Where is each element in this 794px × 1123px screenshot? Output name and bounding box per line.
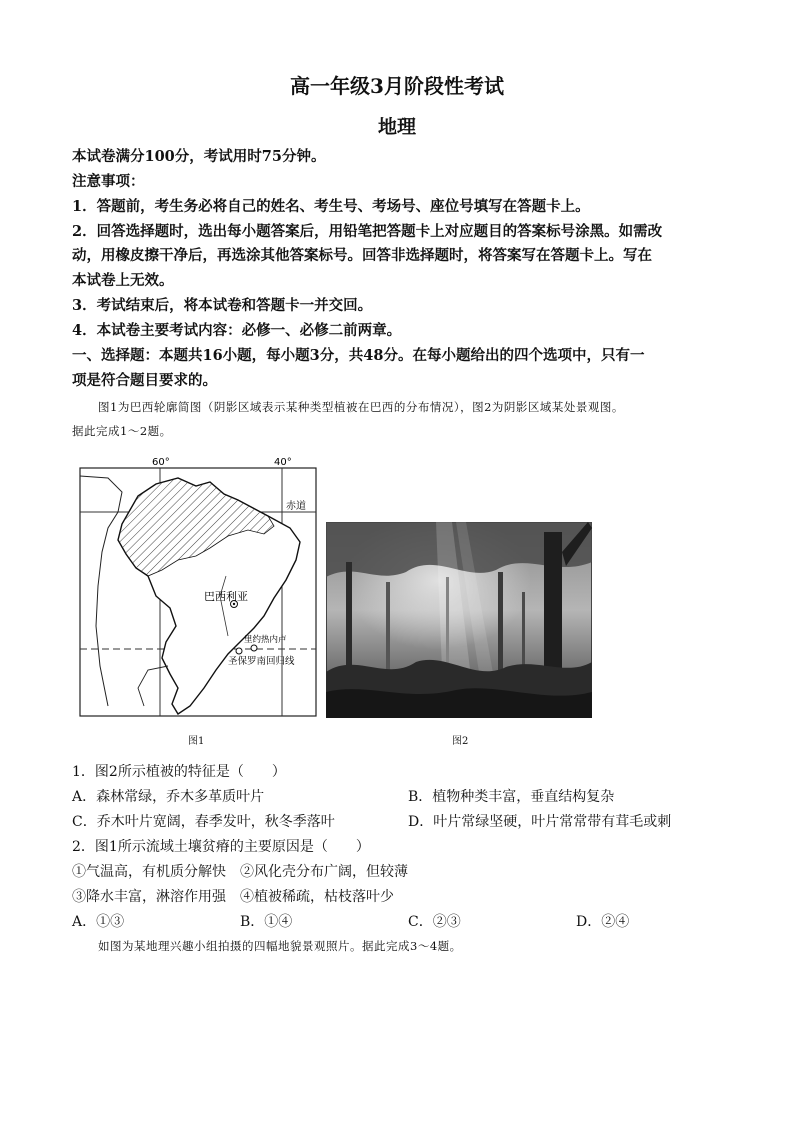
note-1: 1．答题前，考生务必将自己的姓名、考生号、考场号、座位号填写在答题卡上。 bbox=[72, 198, 590, 215]
equator-label: 赤道 bbox=[286, 501, 306, 512]
figure2-forest-photo bbox=[326, 522, 592, 718]
q2-item-4: ④植被稀疏，枯枝落叶少 bbox=[240, 889, 394, 905]
q2-item-2: ②风化壳分布广阔，但较薄 bbox=[240, 864, 408, 880]
lon-60-label: 60° bbox=[152, 457, 170, 468]
subject-title: 地理 bbox=[377, 116, 416, 138]
saopaulo-tropic-label: 圣保罗南回归线 bbox=[228, 656, 295, 667]
note-3: 3．考试结束后，将本试卷和答题卡一并交回。 bbox=[72, 297, 373, 314]
material-text: 图1为巴西轮廓简图（阴影区域表示某种类型植被在巴西的分布情况），图2为阴影区域某处景观图。 bbox=[98, 400, 624, 414]
q2-option-b[interactable]: B．①④ bbox=[240, 914, 293, 930]
q1-option-d[interactable]: D．叶片常绿坚硬，叶片常常带有茸毛或刺 bbox=[408, 814, 672, 830]
lon-40-label: 40° bbox=[274, 457, 292, 468]
notice-heading: 注意事项： bbox=[72, 173, 145, 190]
q2-option-d[interactable]: D．②④ bbox=[576, 914, 630, 930]
material-text-cont: 据此完成1～2题。 bbox=[72, 424, 172, 438]
figure1-brazil-map bbox=[78, 456, 318, 720]
q1-option-c[interactable]: C．乔木叶片宽阔，春季发叶，秋冬季落叶 bbox=[72, 814, 335, 830]
section-heading-cont: 项是符合题目要求的。 bbox=[72, 372, 217, 389]
q2-item-3: ③降水丰富，淋溶作用强 bbox=[72, 889, 226, 905]
note-2-end: 本试卷上无效。 bbox=[72, 272, 174, 289]
saopaulo-marker bbox=[236, 648, 242, 654]
score-info: 本试卷满分100分，考试用时75分钟。 bbox=[72, 148, 326, 165]
q2-option-a[interactable]: A．①③ bbox=[72, 914, 125, 930]
rio-label: 里约热内卢 bbox=[244, 635, 287, 645]
next-material-text: 如图为某地理兴趣小组拍摄的四幅地貌景观照片。据此完成3～4题。 bbox=[98, 939, 462, 953]
q1-option-b[interactable]: B．植物种类丰富，垂直结构复杂 bbox=[408, 789, 615, 805]
rio-marker bbox=[251, 645, 257, 651]
q2-item-1: ①气温高，有机质分解快 bbox=[72, 864, 226, 880]
brasilia-label: 巴西利亚 bbox=[204, 590, 248, 603]
figure1-caption: 图1 bbox=[188, 736, 205, 747]
question-2-stem: 2．图1所示流域土壤贫瘠的主要原因是（ ） bbox=[72, 839, 370, 855]
q2-option-c[interactable]: C．②③ bbox=[408, 914, 461, 930]
question-1-stem: 1．图2所示植被的特征是（ ） bbox=[72, 764, 286, 780]
note-2-cont: 动，用橡皮擦干净后，再选涂其他答案标号。回答非选择题时，将答案写在答题卡上。写在 bbox=[72, 247, 652, 264]
figure2-caption: 图2 bbox=[452, 736, 469, 747]
note-2: 2．回答选择题时，选出每小题答案后，用铅笔把答题卡上对应题目的答案标号涂黑。如需改 bbox=[72, 223, 663, 240]
note-4: 4．本试卷主要考试内容：必修一、必修二前两章。 bbox=[72, 322, 402, 339]
q1-option-a[interactable]: A．森林常绿，乔木多革质叶片 bbox=[72, 789, 265, 805]
exam-title: 高一年级3月阶段性考试 bbox=[290, 74, 504, 98]
section-heading: 一、选择题：本题共16小题，每小题3分，共48分。在每小题给出的四个选项中，只有一 bbox=[72, 347, 645, 364]
